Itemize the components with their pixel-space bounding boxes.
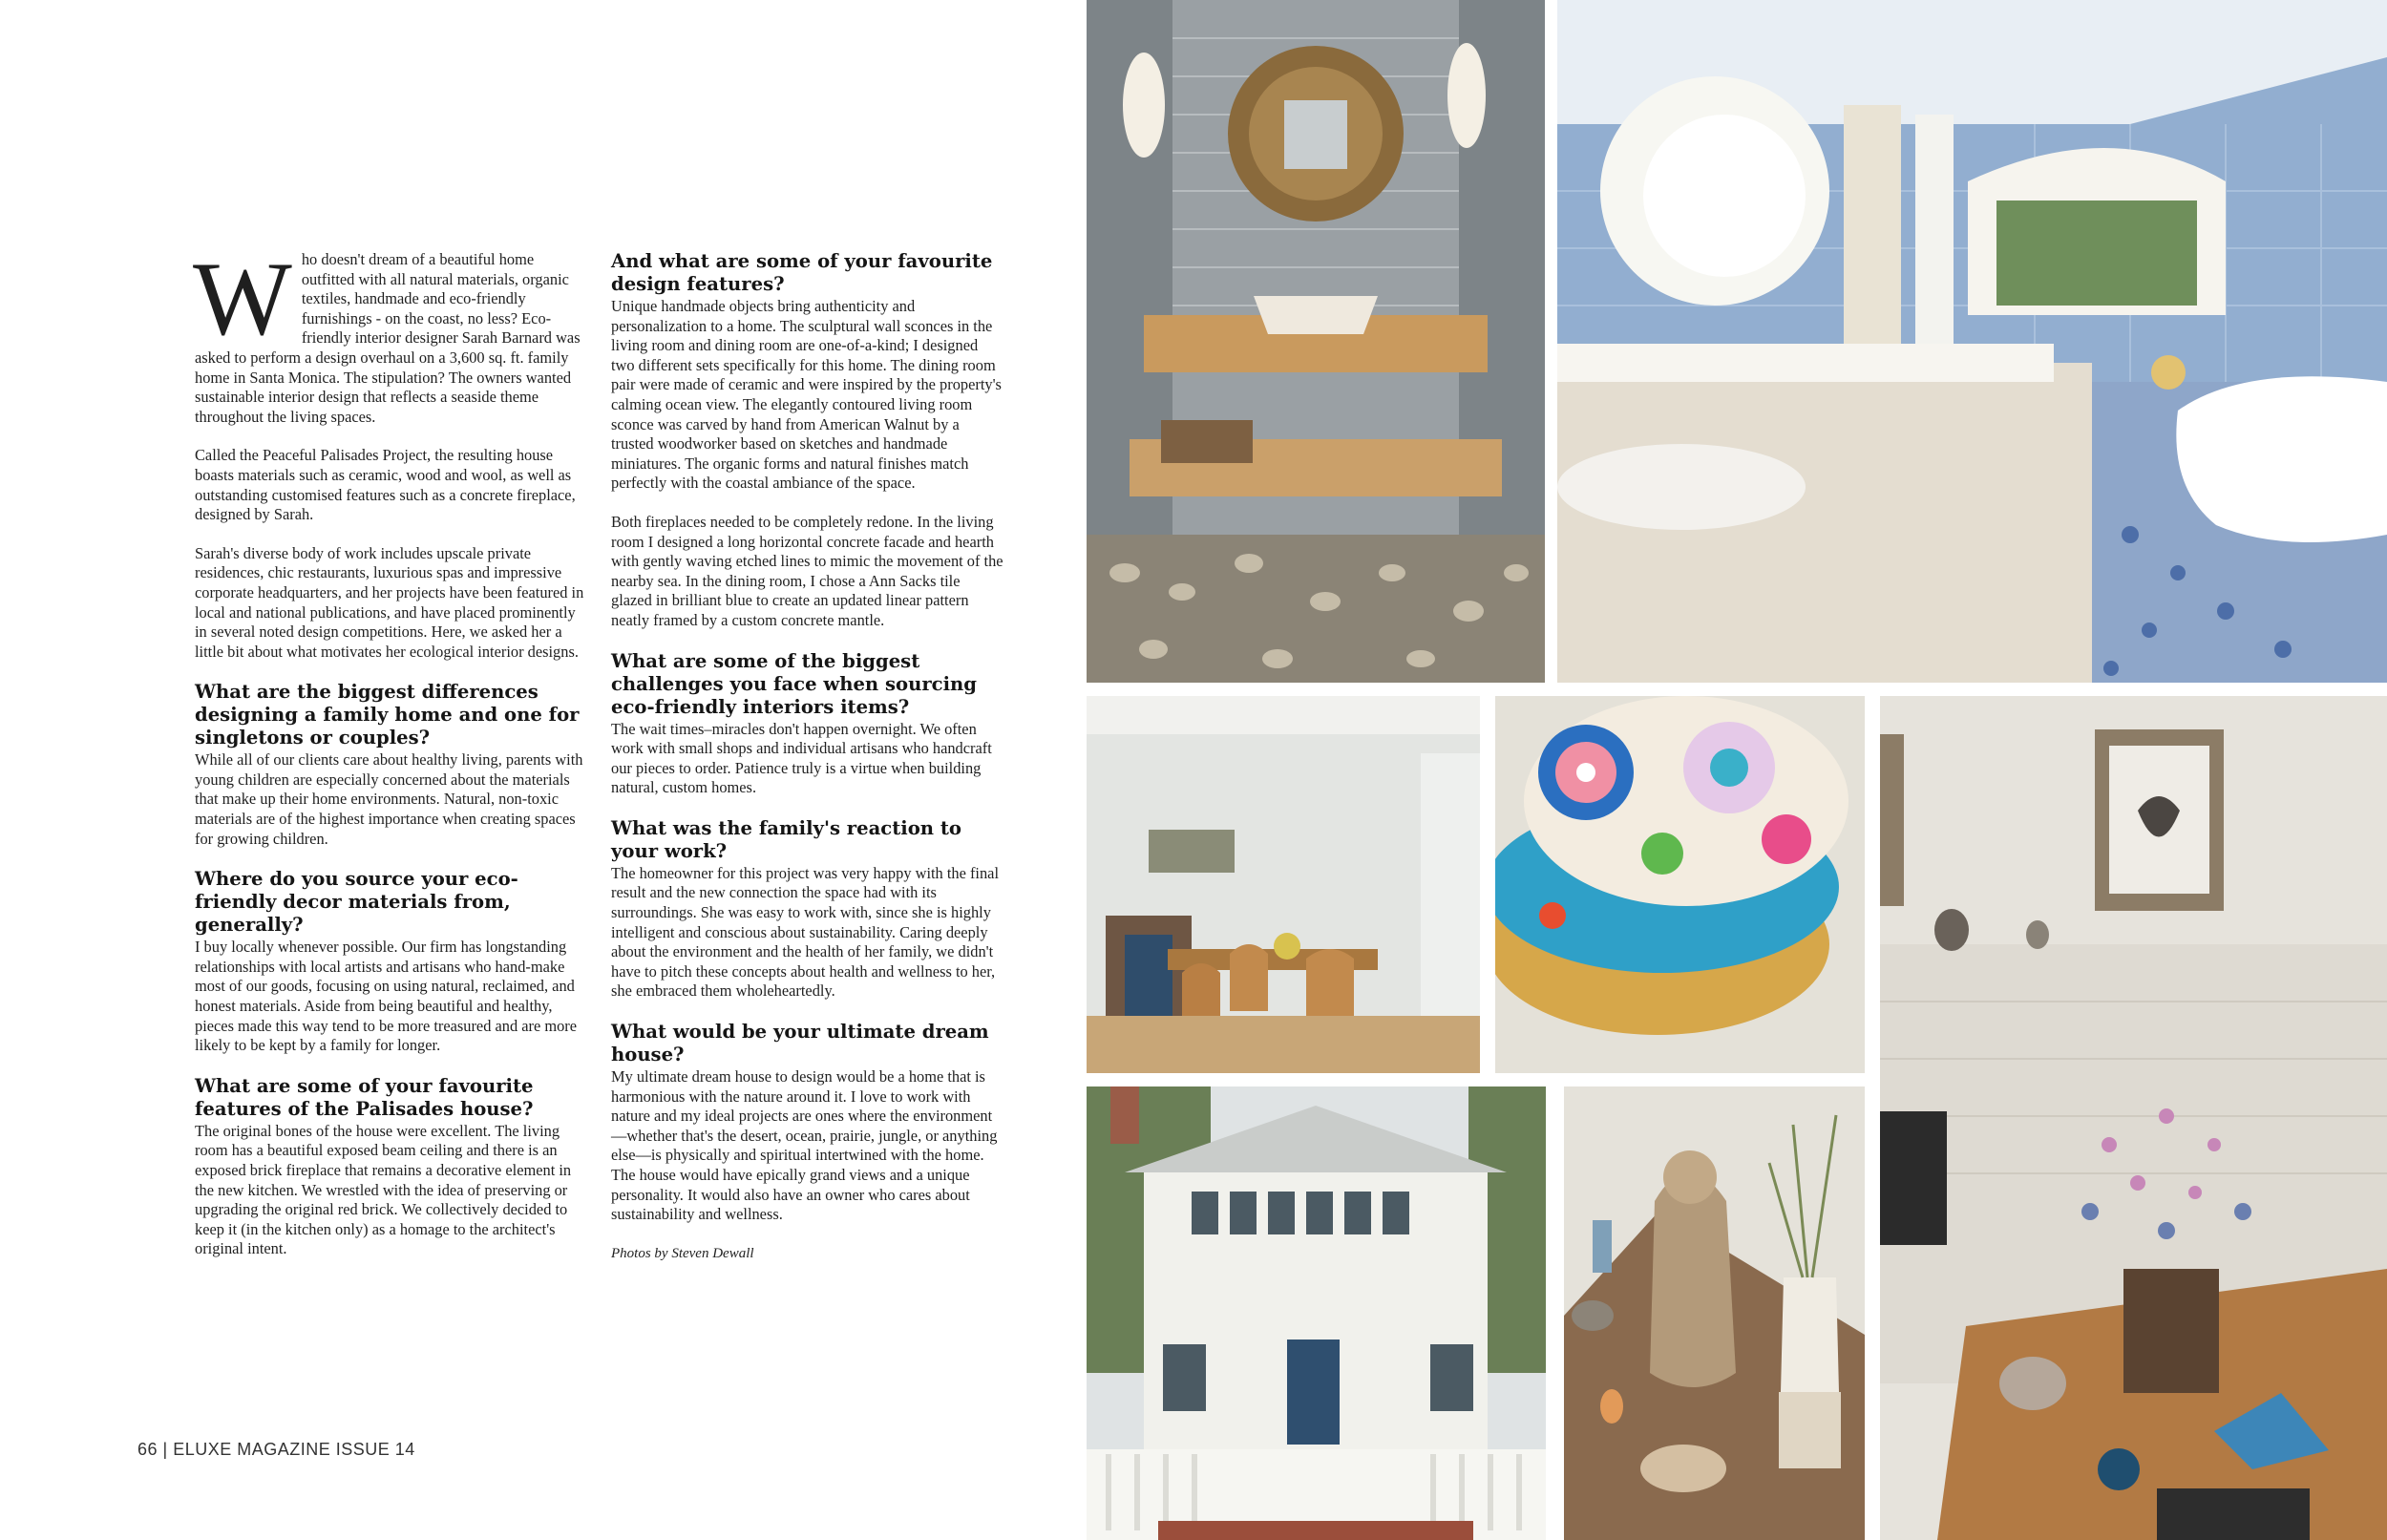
blue-bathroom-photo: [1557, 0, 2387, 683]
intro-paragraph: Who doesn't dream of a beautiful home outfitted with all natural materials, organic textiles, handmade and eco-friendly furnishings - on the coast, no less? Eco-friendly interior designer Sarah Barnard was asked to perform a design overhaul on a 3,600 sq. ft. family home in Santa Monica. The stipulation? The owners wanted sustainable interior design that reflects a seaside theme throughout the living spaces.: [193, 241, 581, 426]
question-heading: And what are some of your favourite design features?: [611, 250, 993, 295]
answer-paragraph: I buy locally whenever possible. Our firm has longstanding relationships with local artists and artisans who hand-make most of our goods, focusing on using natural, reclaimed, and honest materials. Aside from being beautiful and healthy, pieces made this way tend to be more treasured and are more likely to be kept by a family for longer.: [195, 938, 578, 1055]
answer-paragraph: The wait times–miracles don't happen overnight. We often work with small shops and individual artisans who handcraft our pieces to order. Patience truly is a virtue when building natural, custom homes.: [611, 719, 992, 797]
shelf-decor-photo: [1564, 1086, 1865, 1540]
answer-paragraph: While all of our clients care about healthy living, parents with young children are especially concerned about the materials that make up their home environments. Natural, non-toxic materials are of the highest importance when creating spaces for growing children.: [195, 750, 583, 848]
paragraph: Sarah's diverse body of work includes upscale private residences, chic restaurants, luxurious spas and impressive corporate headquarters, and her projects have been featured in local and national publications, and have placed prominently in several noted design competitions. Here, we asked her a little bit about what motivates her ecological interior designs.: [195, 543, 584, 661]
drop-cap: W: [193, 241, 292, 357]
question-heading: What are some of the biggest challenges you face when sourcing eco-friendly interiors items?: [611, 649, 977, 718]
question-heading: What are the biggest differences designing a family home and one for singletons or couples?: [195, 681, 580, 749]
answer-paragraph: The original bones of the house were excellent. The living room has a beautiful exposed beam ceiling and there is an exposed brick fireplace that remains a decorative element in the new kitchen. We wrestled with the idea of preserving or upgrading the original red brick. We collectively decided to keep it (in the kitchen only) as a homage to the architect's original intent.: [195, 1121, 572, 1258]
embroidered-cushions-photo: [1495, 696, 1865, 1073]
photo-credit: Photos by Steven Dewall: [611, 1245, 754, 1261]
question-heading: What was the family's reaction to your work?: [611, 816, 961, 862]
answer-paragraph: Unique handmade objects bring authenticity and personalization to a home. The sculptural wall sconces in the living room and dining room are one-of-a-kind; I designed two different sets specifically for this home. The dining room pair were made of ceramic and were inspired by the property's calming ocean view. The elegantly contoured living room sconce was carved by hand from American Walnut by a trusted woodworker based on sketches and handmade miniatures. The organic forms and natural finishes match perfectly with the coastal ambiance of the space.: [611, 297, 1002, 493]
answer-paragraph: The homeowner for this project was very happy with the final result and the new connection the space had with its surroundings. She was easy to work with, since she is highly intelligent and conscious about sustainability. Caring deeply about the environment and the health of her family, we didn't have to pitch these concepts about health and wellness to her, she embraced them wholeheartedly.: [611, 863, 1000, 1001]
article-column-left: [193, 241, 588, 1278]
question-heading: What would be your ultimate dream house?: [611, 1021, 989, 1066]
article-column-right: [611, 250, 1004, 1263]
question-heading: Where do you source your eco-friendly decor materials from, generally?: [195, 868, 518, 937]
house-exterior-photo: [1087, 1086, 1546, 1540]
paragraph: Called the Peaceful Palisades Project, the resulting house boasts materials such as ceramic, wood and wool, as well as outstanding customised features such as a concrete fireplace, designed by Sarah.: [195, 446, 576, 524]
dining-room-photo: [1087, 696, 1480, 1073]
page-footer: 66 | ELUXE MAGAZINE ISSUE 14: [137, 1440, 415, 1459]
question-heading: What are some of your favourite features of the Palisades house?: [195, 1074, 534, 1120]
living-room-photo: [1880, 696, 2387, 1540]
answer-paragraph: My ultimate dream house to design would be a home that is harmonious with the nature around it. I love to work with nature and my ideal projects are ones where the environment—whether that's the desert, ocean, prairie, jungle, or anything else—is physically and spiritual intertwined with the home. The house would have epically grand views and a unique personality. It would also have an owner who cares about sustainability and wellness.: [611, 1067, 998, 1224]
powder-room-photo: [1087, 0, 1545, 683]
paragraph: Both fireplaces needed to be completely redone. In the living room I designed a long horizontal concrete facade and hearth with gently waving etched lines to mimic the movement of the nearby sea. In the dining room, I chose a Ann Sacks tile glazed in brilliant blue to create an updated linear pattern neatly framed by a custom concrete mantle.: [611, 512, 1003, 629]
